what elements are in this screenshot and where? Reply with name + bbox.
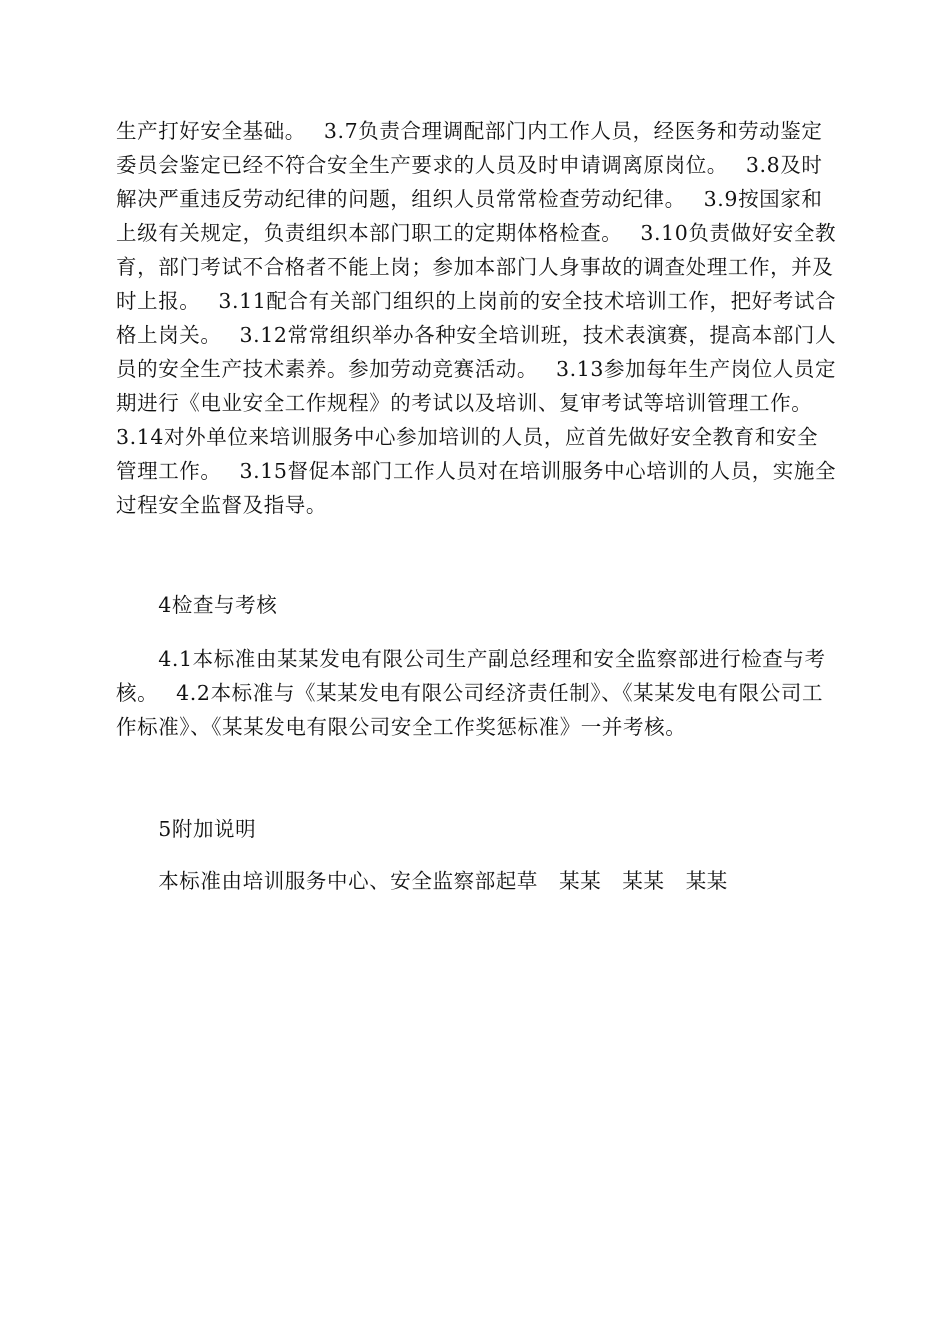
responsibilities-paragraph: 生产打好安全基础。 3.7负责合理调配部门内工作人员，经医务和劳动鉴定委员会鉴定已经不符合安全生产要求的人员及时申请调离原岗位。 3.8及时解决严重违反劳动纪律的问题，组织人员常常检查劳动纪律。 3.9按国家和上级有关规定，负责组织本部门职工的定期体格检查。 3.10负责做好安全教育，部门考试不合格者不能上岗；参加本部门人身事故的调查处理工作，并及时上报。 3.11配合有关部门组织的上岗前的安全技术培训工作，把好考试合格上岗关。 3.12常常组织举办各种安全培训班，技术表演赛，提高本部门人员的安全生产技术素养。参加劳动竞赛活动。 3.13参加每年生产岗位人员定期进行《电业安全工作规程》的考试以及培训、复审考试等培训管理工作。 3.14对外单位来培训服务中心参加培训的人员，应首先做好安全教育和安全管理工作。 3.15督促本部门工作人员对在培训服务中心培训的人员，实施全过程安全监督及指导。 [116, 119, 837, 517]
section-5-heading: 5附加说明 [116, 817, 257, 841]
section-5-paragraph: 本标准由培训服务中心、安全监察部起草 某某 某某 某某 [116, 869, 728, 893]
section-4-paragraph: 4.1本标准由某某发电有限公司生产副总经理和安全监察部进行检查与考核。 4.2本标准与《某某发电有限公司经济责任制》、《某某发电有限公司工作标准》、《某某发电有限公司安全工作奖惩标准》一并考核。 [116, 647, 826, 739]
section-4-heading: 4检查与考核 [116, 593, 278, 617]
